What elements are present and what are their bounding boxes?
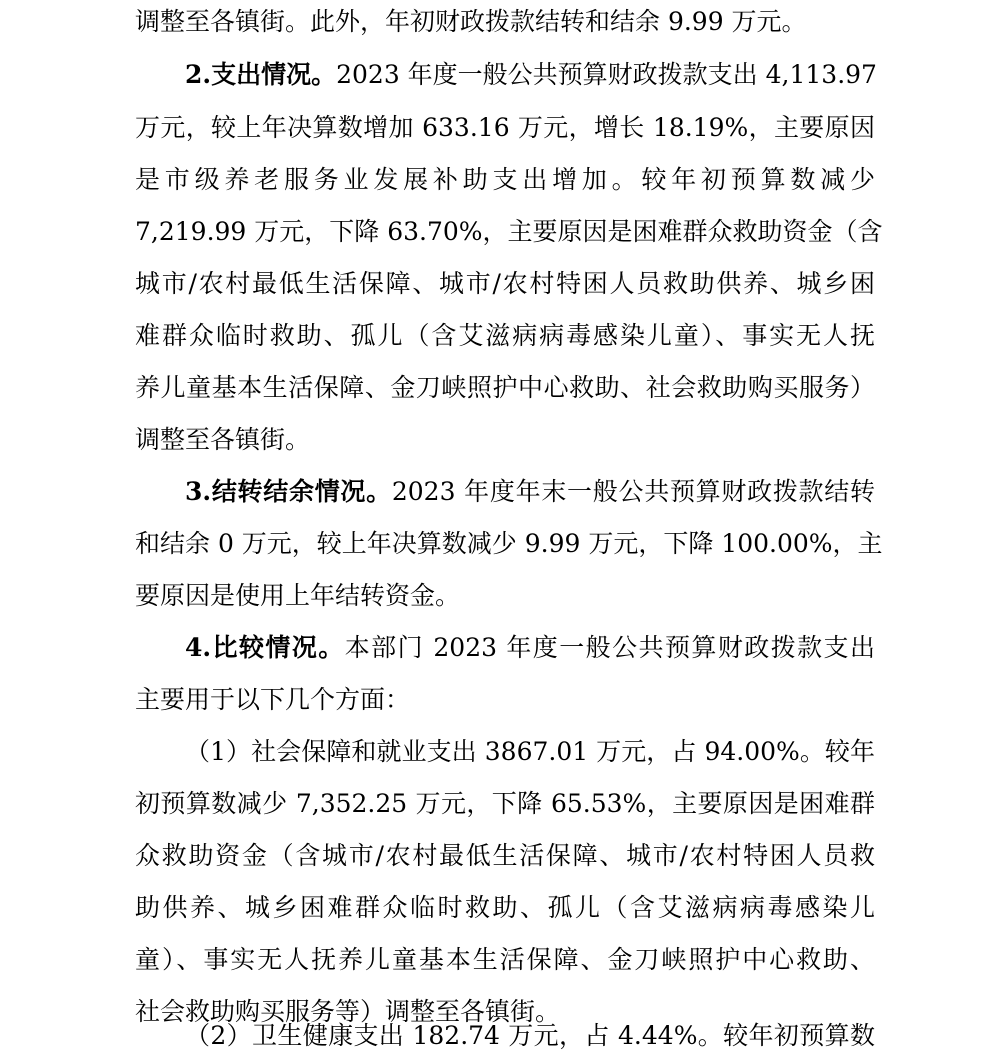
text-line: 7,219.99 万元，下降 63.70%，主要原因是困难群众救助资金（含 xyxy=(135,217,883,246)
text-line: 众救助资金（含城市/农村最低生活保障、城市/农村特困人员救 xyxy=(135,841,875,870)
text-line: 难群众临时救助、孤儿（含艾滋病病毒感染儿童）、事实无人抚 xyxy=(135,321,875,350)
text-line: 是市级养老服务业发展补助支出增加。较年初预算数减少 xyxy=(135,165,875,194)
heading-label: 4.比较情况。 xyxy=(185,633,345,662)
list-item-social-security: （1）社会保障和就业支出 3867.01 万元，占 94.00%。较年 xyxy=(185,737,875,766)
heading-label: 2.支出情况。 xyxy=(185,60,337,89)
text-line: 养儿童基本生活保障、金刀峡照护中心救助、社会救助购买服务） xyxy=(135,373,875,402)
text-line: 初预算数减少 7,352.25 万元，下降 65.53%，主要原因是困难群 xyxy=(135,789,875,818)
text-line: 主要用于以下几个方面： xyxy=(135,685,411,714)
text-line: 助供养、城乡困难群众临时救助、孤儿（含艾滋病病毒感染儿 xyxy=(135,893,875,922)
text-line: 童）、事实无人抚养儿童基本生活保障、金刀峡照护中心救助、 xyxy=(135,945,875,974)
text-line: 社会救助购买服务等）调整至各镇街。 xyxy=(135,997,561,1026)
section-heading-comparison: 4.比较情况。本部门 2023 年度一般公共预算财政拨款支出 xyxy=(185,633,875,662)
section-heading-carryover: 3.结转结余情况。2023 年度年末一般公共预算财政拨款结转 xyxy=(185,477,875,506)
list-item-health: （2）卫生健康支出 182.74 万元，占 4.44%。较年初预算数 xyxy=(185,1021,875,1050)
heading-label: 3.结转结余情况。 xyxy=(185,477,392,506)
text-line: 城市/农村最低生活保障、城市/农村特困人员救助供养、城乡困 xyxy=(135,269,875,298)
text-line: 要原因是使用上年结转资金。 xyxy=(135,581,461,610)
text-line: 和结余 0 万元，较上年决算数减少 9.99 万元，下降 100.00%，主 xyxy=(135,529,883,558)
text-line: 调整至各镇街。此外，年初财政拨款结转和结余 9.99 万元。 xyxy=(135,7,807,36)
section-heading-expenditure: 2.支出情况。2023 年度一般公共预算财政拨款支出 4,113.97 xyxy=(185,60,877,89)
text-line: 万元，较上年决算数增加 633.16 万元，增长 18.19%，主要原因 xyxy=(135,113,875,142)
text-line: 调整至各镇街。 xyxy=(135,425,311,454)
